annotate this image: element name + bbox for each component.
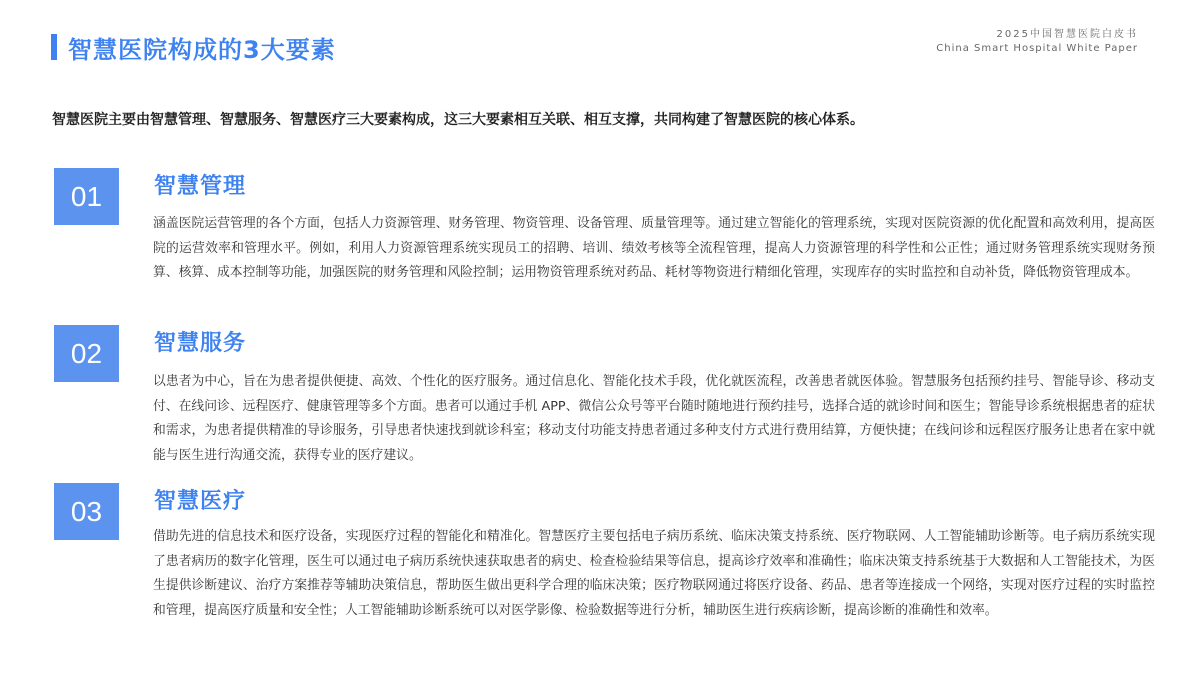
title-accent-bar (51, 34, 57, 60)
section-title: 智慧管理 (154, 174, 247, 199)
intro-paragraph: 智慧医院主要由智慧管理、智慧服务、智慧医疗三大要素构成，这三大要素相互关联、相互支撑，共同构建了智慧医院的核心体系。 (52, 112, 864, 128)
section-body: 涵盖医院运营管理的各个方面，包括人力资源管理、财务管理、物资管理、设备管理、质量管理等。通过建立智能化的管理系统，实现对医院资源的优化配置和高效利用，提高医院的运营效率和管理水平。例如，利用人力资源管理系统实现员工的招聘、培训、绩效考核等全流程管理，提高人力资源管理的科学性和公正性；通过财务管理系统实现财务预算、核算、成本控制等功能，加强医院的财务管理和风险控制；运用物资管理系统对药品、耗材等物资进行精细化管理，实现库存的实时监控和自动补货，降低物资管理成本。 (153, 216, 1155, 280)
section-number-badge: 02 (54, 325, 119, 382)
header-chinese-title: 2025中国智慧医院白皮书 (996, 29, 1138, 40)
page-title: 智慧医院构成的3大要素 (68, 36, 336, 64)
header-english-title: China Smart Hospital White Paper (936, 43, 1138, 54)
section-body: 以患者为中心，旨在为患者提供便捷、高效、个性化的医疗服务。通过信息化、智能化技术手段，优化就医流程，改善患者就医体验。智慧服务包括预约挂号、智能导诊、移动支付、在线问诊、远程医疗、健康管理等多个方面。患者可以通过手机 APP、微信公众号等平台随时随地进行预约挂号，选择合适的就诊时间和医生；智能导诊系统根据患者的症状和需求，为患者提供精准的导诊服务，引导患者快速找到就诊科室；移动支付功能支持患者通过多种支付方式进行费用结算，方便快捷；在线问诊和远程医疗服务让患者在家中就能与医生进行沟通交流，获得专业的医疗建议。 (153, 374, 1155, 463)
section-number-badge: 01 (54, 168, 119, 225)
document-header (936, 28, 1138, 56)
section-number-badge: 03 (54, 483, 119, 540)
section-title: 智慧医疗 (154, 489, 247, 514)
section-title: 智慧服务 (154, 331, 247, 356)
section-body: 借助先进的信息技术和医疗设备，实现医疗过程的智能化和精准化。智慧医疗主要包括电子病历系统、临床决策支持系统、医疗物联网、人工智能辅助诊断等。电子病历系统实现了患者病历的数字化管理，医生可以通过电子病历系统快速获取患者的病史、检查检验结果等信息，提高诊疗效率和准确性；临床决策支持系统基于大数据和人工智能技术，为医生提供诊断建议、治疗方案推荐等辅助决策信息，帮助医生做出更科学合理的临床决策；医疗物联网通过将医疗设备、药品、患者等连接成一个网络，实现对医疗过程的实时监控和管理，提高医疗质量和安全性；人工智能辅助诊断系统可以对医学影像、检验数据等进行分析，辅助医生进行疾病诊断，提高诊断的准确性和效率。 (153, 529, 1155, 618)
